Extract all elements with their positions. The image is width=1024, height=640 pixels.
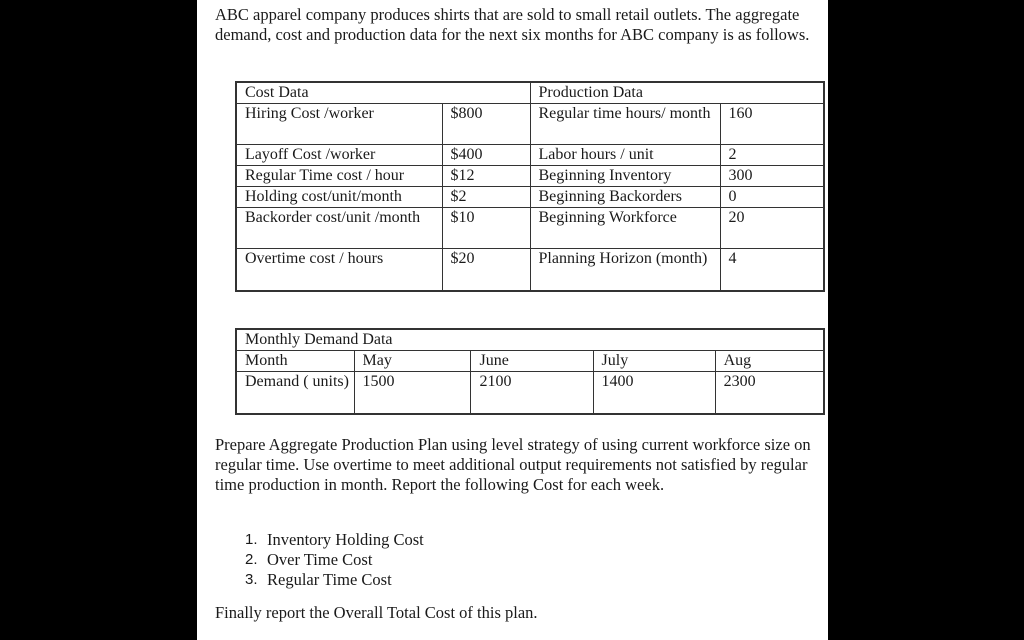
month-label: Month	[236, 351, 354, 372]
production-data-header: Production Data	[530, 82, 824, 104]
list-text: Inventory Holding Cost	[267, 530, 424, 549]
cost-label: Overtime cost / hours	[236, 249, 442, 291]
list-text: Regular Time Cost	[267, 570, 392, 589]
production-label: Planning Horizon (month)	[530, 249, 720, 291]
intro-paragraph: ABC apparel company produces shirts that are sold to small retail outlets. The aggregate demand, cost and production data for the next six months for ABC company is as follows.	[215, 5, 810, 44]
demand-cell: 1500	[354, 372, 471, 414]
cost-report-list	[245, 530, 424, 590]
production-label: Regular time hours/ month	[530, 104, 720, 145]
table-row	[236, 145, 824, 166]
table-row	[236, 166, 824, 187]
production-value: 2	[720, 145, 824, 166]
cost-label: Holding cost/unit/month	[236, 187, 442, 208]
table-title-row	[236, 329, 824, 351]
production-label: Beginning Backorders	[530, 187, 720, 208]
cost-label: Backorder cost/unit /month	[236, 208, 442, 249]
cost-value: $10	[442, 208, 530, 249]
table-row	[236, 187, 824, 208]
table-row	[236, 249, 824, 291]
month-cell: May	[354, 351, 471, 372]
cost-value: $2	[442, 187, 530, 208]
demand-label: Demand ( units)	[236, 372, 354, 414]
demand-cell: 2300	[715, 372, 824, 414]
production-value: 4	[720, 249, 824, 291]
list-item	[245, 530, 424, 550]
table-row	[236, 208, 824, 249]
list-text: Over Time Cost	[267, 550, 373, 569]
production-value: 20	[720, 208, 824, 249]
month-cell: June	[471, 351, 593, 372]
list-number: 3.	[245, 571, 258, 588]
cost-label: Hiring Cost /worker	[236, 104, 442, 145]
production-value: 300	[720, 166, 824, 187]
month-cell: Aug	[715, 351, 824, 372]
production-value: 160	[720, 104, 824, 145]
final-paragraph: Finally report the Overall Total Cost of this plan.	[215, 603, 538, 622]
demand-cell: 1400	[593, 372, 715, 414]
cost-data-header: Cost Data	[236, 82, 530, 104]
table-row	[236, 372, 824, 414]
cost-label: Regular Time cost / hour	[236, 166, 442, 187]
table-header-row	[236, 82, 824, 104]
month-cell: July	[593, 351, 715, 372]
demand-table-title: Monthly Demand Data	[236, 329, 824, 351]
demand-cell: 2100	[471, 372, 593, 414]
production-label: Beginning Inventory	[530, 166, 720, 187]
table-row	[236, 351, 824, 372]
table-row	[236, 104, 824, 145]
production-value: 0	[720, 187, 824, 208]
cost-production-table	[235, 81, 825, 292]
cost-value: $800	[442, 104, 530, 145]
cost-value: $20	[442, 249, 530, 291]
list-item	[245, 550, 424, 570]
production-label: Beginning Workforce	[530, 208, 720, 249]
cost-value: $12	[442, 166, 530, 187]
cost-label: Layoff Cost /worker	[236, 145, 442, 166]
list-number: 1.	[245, 531, 258, 548]
document-page	[197, 0, 828, 640]
list-number: 2.	[245, 551, 258, 568]
production-label: Labor hours / unit	[530, 145, 720, 166]
instructions-paragraph: Prepare Aggregate Production Plan using level strategy of using current workforce size on regular time. Use overtime to meet additional output requirements not satisfied by regular time production in month. Report the following Cost for each week.	[215, 435, 811, 494]
monthly-demand-table	[235, 328, 825, 415]
list-item	[245, 570, 424, 590]
cost-value: $400	[442, 145, 530, 166]
